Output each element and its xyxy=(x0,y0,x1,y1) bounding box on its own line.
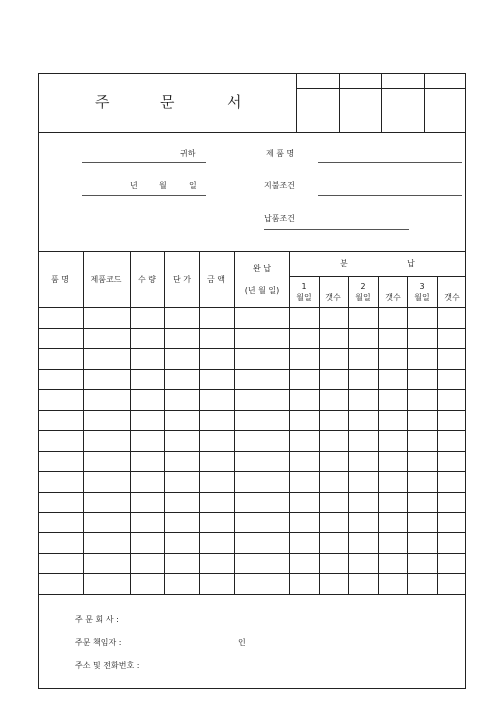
date-line xyxy=(82,195,206,196)
partial-2-num: 2 xyxy=(360,282,366,291)
product-name-label: 제 품 명 xyxy=(266,149,295,158)
approval-cell-divider xyxy=(381,73,382,132)
title-char-2: 문 xyxy=(160,93,175,111)
header-amount: 금 액 xyxy=(207,275,225,284)
partial-1-count: 갯수 xyxy=(325,293,341,302)
partial-3-num: 3 xyxy=(419,282,425,291)
payment-terms-label: 지불조건 xyxy=(264,181,295,190)
header-item-name: 품 명 xyxy=(51,275,69,284)
title-char-1: 주 xyxy=(95,93,110,111)
header-unit-price: 단 가 xyxy=(173,275,191,284)
header-partial-left: 분 xyxy=(340,259,348,268)
approval-cell-divider xyxy=(339,73,340,132)
order-manager-label: 주문 책임자 : xyxy=(75,638,122,647)
order-form xyxy=(38,73,466,689)
header-product-code: 제품코드 xyxy=(90,275,122,284)
payment-terms-line xyxy=(318,195,462,196)
ordering-company-label: 주 문 회 사 : xyxy=(75,615,119,624)
header-quantity: 수 량 xyxy=(138,275,156,284)
recipient-suffix: 귀하 xyxy=(180,149,196,158)
approval-box-border xyxy=(296,73,297,132)
header-partial-right: 납 xyxy=(407,259,415,268)
delivery-terms-label: 납품조건 xyxy=(264,214,295,223)
approval-cell-divider xyxy=(424,73,425,132)
partial-2-date: 월일 xyxy=(355,293,371,302)
partial-3-date: 월일 xyxy=(414,293,430,302)
seal-mark: 인 xyxy=(238,638,246,647)
date-day: 일 xyxy=(189,181,197,190)
recipient-line xyxy=(82,162,206,163)
title-section-divider xyxy=(38,132,466,133)
partial-1-num: 1 xyxy=(301,282,307,291)
date-month: 월 xyxy=(159,181,167,190)
partial-1-date: 월일 xyxy=(296,293,312,302)
title-char-3: 서 xyxy=(227,93,242,111)
partial-2-count: 갯수 xyxy=(385,293,401,302)
header-full-delivery-date: (년 월 일) xyxy=(244,286,280,295)
delivery-terms-line xyxy=(264,229,409,230)
header-full-delivery: 완 납 xyxy=(253,264,271,273)
date-year: 년 xyxy=(130,181,138,190)
address-phone-label: 주소 및 전화번호 : xyxy=(75,661,140,670)
product-name-line xyxy=(318,162,462,163)
partial-3-count: 갯수 xyxy=(444,293,460,302)
